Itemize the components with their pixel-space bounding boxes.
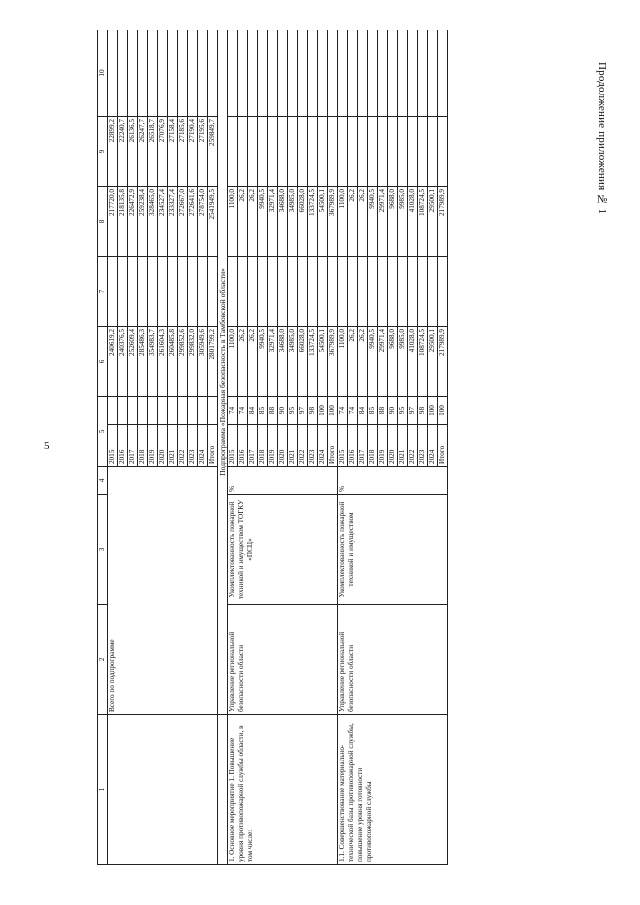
value-cell: 27195,6 [198,117,208,187]
column-number-cell: 4 [98,467,108,495]
table-cell [328,117,338,187]
table-cell [138,397,148,425]
value-cell: 108724,5 [418,327,428,397]
value-cell: 54500,1 [318,187,328,257]
value-cell: 26,2 [358,327,368,397]
table-cell [358,30,368,117]
target-cell: 84 [248,397,258,425]
table-cell [408,30,418,117]
value-cell: 261604,3 [158,327,168,397]
value-cell: 32971,4 [268,327,278,397]
year-cell: 2018 [258,425,268,467]
year-cell: Итого [438,425,448,467]
value-cell: 29500,1 [428,187,438,257]
value-cell: 328465,0 [148,187,158,257]
year-cell: 2020 [388,425,398,467]
table-cell [278,257,288,327]
year-cell: 2016 [118,425,128,467]
target-cell: 97 [408,397,418,425]
value-cell: 27185,6 [178,117,188,187]
table-cell [288,117,298,187]
table-body [98,30,448,865]
table-cell [438,257,448,327]
year-cell: 2024 [428,425,438,467]
target-cell: 95 [288,397,298,425]
table-cell [248,30,258,117]
column-number-cell: 3 [98,495,108,605]
table-cell [188,30,198,117]
budget-table [97,30,448,865]
year-cell: 2022 [178,425,188,467]
value-cell: 1100,0 [228,187,238,257]
value-cell: 305949,6 [198,327,208,397]
year-cell: 2017 [358,425,368,467]
target-cell: 98 [308,397,318,425]
column-number-cell: 8 [98,187,108,257]
value-cell: 27076,9 [158,117,168,187]
value-cell: 108724,5 [418,187,428,257]
table-cell [278,30,288,117]
table-cell [178,257,188,327]
target-cell: 98 [418,397,428,425]
table-cell [398,257,408,327]
year-cell: 2019 [378,425,388,467]
table-cell [128,397,138,425]
value-cell: 1100,0 [338,327,348,397]
year-cell: 2023 [308,425,318,467]
table-cell [388,257,398,327]
year-cell: 2021 [398,425,408,467]
year-cell: 2015 [108,425,118,467]
table-cell [158,397,168,425]
table-cell [188,397,198,425]
value-cell: 252609,4 [128,327,138,397]
table-cell [388,117,398,187]
indicator-cell: Укомплектованность пожарной техникой и имуществом ТОГКУ «ПСЦ» [228,495,338,605]
value-cell: 272641,6 [188,187,198,257]
table-cell [378,117,388,187]
target-cell: 90 [278,397,288,425]
target-cell: 90 [388,397,398,425]
table-cell [128,30,138,117]
table-cell [238,117,248,187]
value-cell: 218135,8 [118,187,128,257]
value-cell: 34985,0 [288,327,298,397]
unit-cell: % [228,467,338,495]
year-cell: 2016 [348,425,358,467]
value-cell: 9688,0 [388,327,398,397]
measure-name: 1. Основное мероприятие 1. Повышение уровня противопожарной службы области, в том числе: [228,715,338,865]
value-cell: 278754,0 [198,187,208,257]
table-cell [168,30,178,117]
year-cell: 2021 [168,425,178,467]
table-cell [318,257,328,327]
table-cell [308,117,318,187]
value-cell: 34985,0 [288,187,298,257]
value-cell: 9688,0 [388,187,398,257]
year-cell: 2019 [148,425,158,467]
table-cell [368,257,378,327]
table-cell [228,117,238,187]
table-cell [378,30,388,117]
column-number-cell: 2 [98,605,108,715]
table-cell [418,257,428,327]
target-cell: 74 [228,397,238,425]
column-number-cell: 6 [98,327,108,397]
year-cell: Итого [328,425,338,467]
target-cell: 100 [318,397,328,425]
value-cell: 272667,0 [178,187,188,257]
continuation-header: Продолжение приложения № 1 [596,62,608,215]
table-cell [148,397,158,425]
value-cell: 66028,0 [298,187,308,257]
value-cell: 367989,9 [328,327,338,397]
year-cell: 2023 [188,425,198,467]
target-cell: 95 [398,397,408,425]
value-cell: 29971,4 [378,327,388,397]
table-cell [168,257,178,327]
rotated-table [97,30,572,865]
value-cell: 240376,5 [118,327,128,397]
rotated-table-stage [97,30,572,865]
indicator-cell: Укомплектованность пожарной техникой и имуществом [338,495,448,605]
year-cell: 2022 [298,425,308,467]
table-cell [428,257,438,327]
year-cell: 2017 [248,425,258,467]
value-cell: 259238,4 [138,187,148,257]
value-cell: 26,2 [358,187,368,257]
value-cell: 9985,0 [398,327,408,397]
total-label: Всего по подпрограмме [108,467,218,715]
value-cell: 9940,5 [368,187,378,257]
value-cell: 285486,3 [138,327,148,397]
table-cell [148,30,158,117]
table-cell [438,30,448,117]
year-cell: 2020 [158,425,168,467]
table-cell [338,257,348,327]
value-cell: 2801799,2 [208,327,218,397]
column-number-cell: 10 [98,30,108,117]
measure-row [228,30,238,865]
table-cell [378,257,388,327]
value-cell: 9940,5 [258,187,268,257]
table-cell [408,257,418,327]
table-cell [418,117,428,187]
value-cell: 41028,0 [408,327,418,397]
table-cell [358,117,368,187]
table-cell [138,257,148,327]
table-cell [358,257,368,327]
executor-cell: Управление региональной безопасности области [228,605,338,715]
value-cell: 29500,1 [428,327,438,397]
table-cell [298,30,308,117]
table-cell [208,397,218,425]
value-cell: 22899,2 [108,117,118,187]
value-cell: 1100,0 [228,327,238,397]
table-cell [298,257,308,327]
value-cell: 26136,5 [128,117,138,187]
table-cell [158,257,168,327]
measure-row [338,30,348,865]
table-cell [198,257,208,327]
table-cell [268,257,278,327]
value-cell: 34688,0 [278,187,288,257]
table-cell [198,397,208,425]
target-cell: 74 [238,397,248,425]
table-cell [308,30,318,117]
table-cell [428,30,438,117]
value-cell: 26,2 [238,187,248,257]
table-cell [438,117,448,187]
year-cell: 2017 [128,425,138,467]
column-number-row [98,30,108,865]
table-cell [398,30,408,117]
table-cell [248,117,258,187]
value-cell: 217989,9 [438,327,448,397]
value-cell: 1100,0 [338,187,348,257]
table-cell [348,30,358,117]
measure-name: 1.1. Совершенствование материально-технической базы противопожарной службы, повышение уровня готовности противопожарной службы [338,715,448,865]
table-cell [178,397,188,425]
table-cell [198,30,208,117]
year-cell: 2019 [268,425,278,467]
value-cell: 26,2 [238,327,248,397]
value-cell: 133724,5 [308,187,318,257]
value-cell: 354983,7 [148,327,158,397]
table-cell [258,30,268,117]
year-cell: 2016 [238,425,248,467]
value-cell: 299832,0 [188,327,198,397]
year-cell: 2015 [338,425,348,467]
value-cell: 233327,4 [168,187,178,257]
target-cell: 100 [328,397,338,425]
value-cell: 260485,8 [168,327,178,397]
value-cell: 29971,4 [378,187,388,257]
value-cell: 26,2 [248,327,258,397]
target-cell: 85 [368,397,378,425]
value-cell: 26,2 [348,187,358,257]
value-cell: 22240,7 [118,117,128,187]
table-cell [338,117,348,187]
value-cell: 9985,0 [398,187,408,257]
table-cell [278,117,288,187]
year-cell: 2021 [288,425,298,467]
table-cell [138,30,148,117]
column-number-cell: 1 [98,715,108,865]
target-cell: 100 [428,397,438,425]
total-blank-cell [108,715,218,865]
table-cell [238,257,248,327]
table-cell [388,30,398,117]
year-cell: 2024 [198,425,208,467]
target-cell: 100 [438,397,448,425]
table-cell [208,257,218,327]
table-cell [248,257,258,327]
table-cell [318,30,328,117]
value-cell: 66028,0 [298,327,308,397]
target-cell: 74 [338,397,348,425]
table-cell [148,257,158,327]
value-cell: 133724,5 [308,327,318,397]
table-cell [368,30,378,117]
value-cell: 226472,9 [128,187,138,257]
table-cell [108,30,118,117]
table-cell [108,397,118,425]
value-cell: 217989,9 [438,187,448,257]
year-cell: Итого [208,425,218,467]
table-cell [268,30,278,117]
value-cell: 26,2 [248,187,258,257]
target-cell: 74 [348,397,358,425]
table-cell [328,257,338,327]
table-cell [128,257,138,327]
table-cell [238,30,248,117]
table-cell [338,30,348,117]
table-cell [288,257,298,327]
target-cell: 97 [298,397,308,425]
table-cell [228,257,238,327]
table-cell [308,257,318,327]
table-cell [118,257,128,327]
value-cell: 41028,0 [408,187,418,257]
table-cell [208,30,218,117]
year-cell: 2018 [138,425,148,467]
table-cell [258,117,268,187]
year-cell: 2015 [228,425,238,467]
table-cell [348,257,358,327]
value-cell: 27158,4 [168,117,178,187]
table-cell [268,117,278,187]
target-cell: 88 [378,397,388,425]
executor-cell: Управление региональной безопасности области [338,605,448,715]
value-cell: 2541949,5 [208,187,218,257]
table-cell [298,117,308,187]
value-cell: 217720,0 [108,187,118,257]
value-cell: 234527,4 [158,187,168,257]
subprogram-row [218,30,228,865]
table-cell [118,30,128,117]
target-cell: 85 [258,397,268,425]
unit-cell: % [338,467,448,495]
value-cell: 26,2 [348,327,358,397]
value-cell: 9940,5 [258,327,268,397]
column-number-cell: 7 [98,257,108,327]
target-cell: 88 [268,397,278,425]
table-cell [108,257,118,327]
year-cell: 2020 [278,425,288,467]
table-cell [118,397,128,425]
page-number: 5 [44,440,50,452]
value-cell: 299852,6 [178,327,188,397]
table-cell [288,30,298,117]
subprogram-title: Подпрограмма «Пожарная безопасность в Тамбовской области» [218,30,228,715]
value-cell: 240619,2 [108,327,118,397]
total-row [108,30,118,865]
table-cell [258,257,268,327]
value-cell: 26247,7 [138,117,148,187]
value-cell: 26518,7 [148,117,158,187]
table-cell [328,30,338,117]
year-cell: 2023 [418,425,428,467]
table-cell [188,257,198,327]
table-cell [168,397,178,425]
table-cell [348,117,358,187]
value-cell: 54500,1 [318,327,328,397]
table-cell [398,117,408,187]
year-cell: 2024 [318,425,328,467]
table-cell [178,30,188,117]
table-cell [218,715,228,865]
table-cell [318,117,328,187]
value-cell: 27190,4 [188,117,198,187]
table-cell [368,117,378,187]
year-cell: 2022 [408,425,418,467]
column-number-cell: 9 [98,117,108,187]
value-cell: 32971,4 [268,187,278,257]
value-cell: 34688,0 [278,327,288,397]
table-cell [428,117,438,187]
table-cell [158,30,168,117]
table-cell [228,30,238,117]
column-number-cell: 5 [98,397,108,467]
target-cell: 84 [358,397,368,425]
table-cell [408,117,418,187]
year-cell: 2018 [368,425,378,467]
value-cell: 259849,7 [208,117,218,187]
value-cell: 367989,9 [328,187,338,257]
value-cell: 9940,5 [368,327,378,397]
table-cell [418,30,428,117]
